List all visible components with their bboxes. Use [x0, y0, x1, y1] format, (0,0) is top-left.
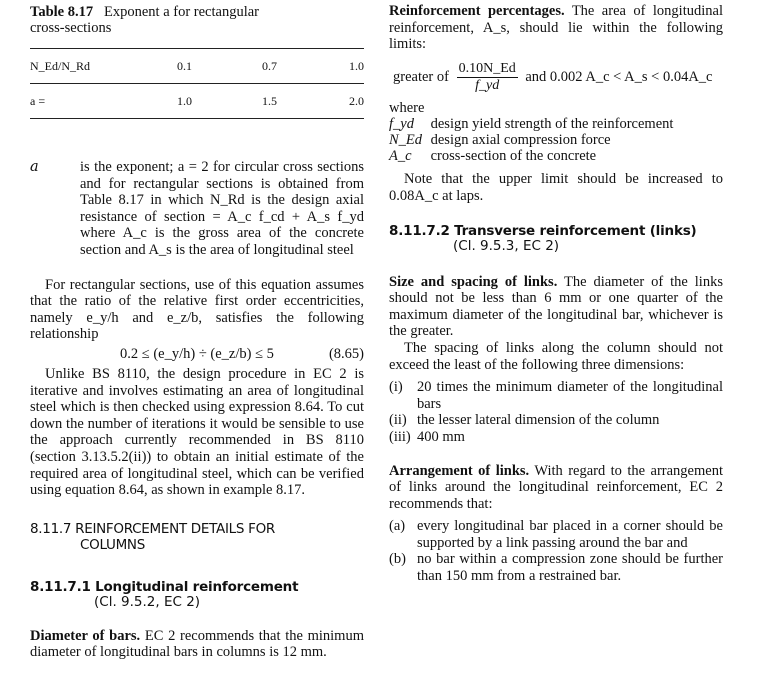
- equation-8-65: [30, 346, 364, 363]
- symbol: A_c: [389, 148, 412, 165]
- subsection-clause-ref: (Cl. 9.5.2, EC 2): [94, 593, 201, 610]
- subsection-number: 8.11.7.2: [389, 222, 450, 239]
- equation-number: (8.65): [328, 345, 364, 362]
- section-title-line1: REINFORCEMENT DETAILS FOR: [75, 520, 275, 537]
- symbol-description: cross-section of the concrete: [430, 148, 597, 165]
- table-cell: 0.1: [130, 49, 192, 84]
- list-item: [389, 379, 723, 412]
- subsection-longitudinal-heading: [30, 580, 364, 610]
- table-caption-line1: Exponent a for rectangular: [104, 4, 259, 20]
- arrangement-text: With regard to the arrangement of links around the longitudinal reinforcement, EC 2 recommends that:: [389, 462, 723, 512]
- table-caption: [30, 4, 364, 36]
- diameter-text: EC 2 recommends that the minimum diameter of longitudinal bars in columns is 12 mm.: [30, 627, 364, 661]
- list-item: [389, 412, 723, 429]
- where-label: where: [389, 99, 425, 116]
- arrangement-heading: Arrangement of links.: [389, 462, 530, 479]
- list-item: [389, 132, 723, 148]
- subsection-title: Longitudinal reinforcement: [95, 578, 299, 595]
- table-cell: 1.5: [192, 84, 277, 119]
- exponent-symbol: a: [30, 159, 39, 175]
- table-cell: 0.7: [192, 49, 277, 84]
- spacing-paragraph: The spacing of links along the column should not exceed the least of the following three dimensions:: [389, 339, 723, 373]
- size-spacing-paragraph: [389, 274, 723, 340]
- symbol: N_Ed: [389, 132, 423, 149]
- table-cell: 2.0: [277, 84, 364, 119]
- section-number: 8.11.7: [30, 520, 72, 537]
- arrangement-list: [389, 518, 723, 584]
- percentages-text: The area of longitudinal reinforcement, A_s, should lie within the following limits:: [389, 3, 723, 53]
- limits-expression: [389, 61, 723, 94]
- list-item: [389, 148, 723, 164]
- list-item: [389, 429, 723, 446]
- equation-expression: 0.2 ≤ (e_y/h) ÷ (e_z/b) ≤ 5: [120, 345, 274, 362]
- list-label: (i): [389, 379, 403, 396]
- table-cell: 1.0: [277, 49, 364, 84]
- list-text: no bar within a compression zone should be further than 150 mm from a restrained bar.: [417, 551, 723, 585]
- list-text: the lesser lateral dimension of the column: [417, 412, 660, 429]
- limits-pre: greater of: [393, 68, 449, 85]
- percentages-heading: Reinforcement percentages.: [389, 3, 565, 19]
- subsection-title: Transverse reinforcement (links): [454, 222, 697, 239]
- table-row: [30, 49, 364, 84]
- laps-note: Note that the upper limit should be increased to 0.08A_c at laps.: [389, 171, 723, 204]
- exponent-table: [30, 48, 364, 119]
- list-label: (iii): [389, 428, 411, 445]
- limits-fraction: [457, 61, 518, 94]
- left-column: [30, 0, 364, 661]
- percentages-paragraph: [389, 3, 723, 53]
- symbol-description: design yield strength of the reinforcement: [430, 116, 674, 133]
- section-heading: [30, 521, 364, 553]
- right-column: [389, 0, 723, 585]
- limits-numerator: 0.10N_Ed: [458, 60, 516, 76]
- size-spacing-heading: Size and spacing of links.: [389, 273, 558, 290]
- diameter-paragraph: [30, 628, 364, 661]
- subsection-transverse-heading: [389, 224, 723, 254]
- list-text: every longitudinal bar placed in a corner should be supported by a link passing around the bar and: [417, 518, 723, 551]
- rectangular-paragraph: For rectangular sections, use of this equation assumes that the ratio of the relative first order eccentricities, namely e_y/h and e_z/b, satisfies the following relationship: [30, 276, 364, 343]
- list-item: [389, 551, 723, 584]
- symbol: f_yd: [389, 116, 414, 133]
- list-label: (a): [389, 518, 406, 535]
- limits-post: and 0.002 A_c < A_s < 0.04A_c: [525, 68, 713, 85]
- bs8110-paragraph: Unlike BS 8110, the design procedure in EC 2 is iterative and involves estimating an area of longitudinal steel which is then checked using expression 8.64. To cut down the number of iterations it would be sensible to use the approach currently recommended in BS 8110 (section 3.13.5.2(ii)) to obtain an initial estimate of the required area of longitudinal steel, which can be verified using equation 8.64, as shown in example 8.17.: [30, 365, 364, 499]
- exponent-definition: [30, 159, 364, 259]
- list-item: [389, 518, 723, 551]
- arrangement-paragraph: [389, 463, 723, 513]
- list-label: (ii): [389, 412, 407, 429]
- list-label: (b): [389, 551, 406, 568]
- size-spacing-text: The diameter of the links should not be less than 6 mm or one quarter of the maximum diameter of the longitudinal bar, whichever is the greater.: [389, 273, 723, 340]
- table-row: [30, 84, 364, 119]
- table-cell: 1.0: [130, 84, 192, 119]
- diameter-heading: Diameter of bars.: [30, 627, 141, 644]
- exponent-definition-text: is the exponent; a = 2 for circular cross sections and for rectangular sections is obtained from Table 8.17 in which N_Rd is the design axial resistance of section = A_c f_cd + A_s f_yd where A_c is the gross area of the concrete section and A_s is the area of longitudinal steel: [80, 159, 364, 258]
- table-row1-label: N_Ed/N_Rd: [30, 49, 130, 84]
- section-title-line2: COLUMNS: [80, 536, 145, 553]
- limits-denominator: f_yd: [475, 77, 500, 93]
- list-item: [389, 116, 723, 132]
- symbol-list: [389, 116, 723, 164]
- list-text: 400 mm: [417, 428, 465, 445]
- table-number: Table 8.17: [30, 4, 94, 20]
- list-text: 20 times the minimum diameter of the longitudinal bars: [417, 379, 723, 412]
- symbol-description: design axial compression force: [430, 132, 611, 149]
- table-caption-line2: cross-sections: [30, 20, 112, 36]
- subsection-clause-ref: (Cl. 9.5.3, EC 2): [453, 237, 560, 254]
- spacing-list: [389, 379, 723, 445]
- subsection-number: 8.11.7.1: [30, 578, 91, 595]
- table-row2-label: a =: [30, 84, 130, 119]
